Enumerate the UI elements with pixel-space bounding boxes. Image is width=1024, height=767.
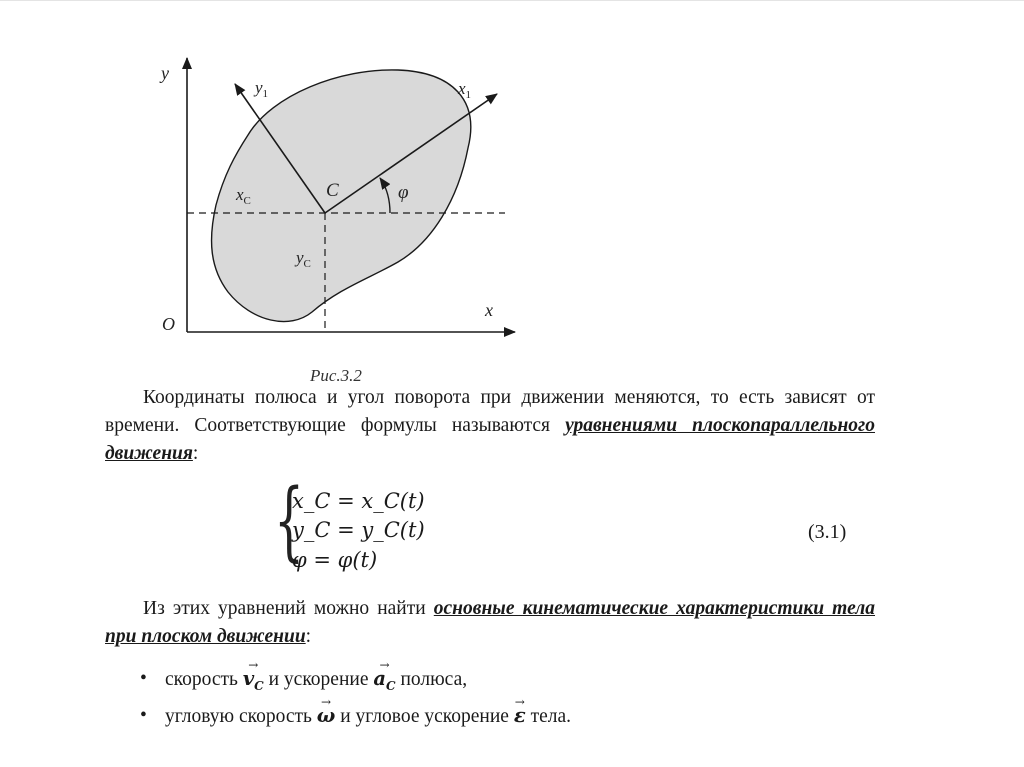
paragraph-tail: : bbox=[192, 443, 199, 464]
list-item bbox=[140, 664, 571, 701]
origin-label: O bbox=[162, 314, 175, 334]
paragraph-characteristics-intro bbox=[105, 595, 875, 651]
velocity-symbol: → $v_C$ bbox=[243, 664, 264, 701]
angle-label: φ bbox=[398, 182, 409, 203]
angular-acceleration-symbol: → ε bbox=[514, 701, 526, 730]
acceleration-symbol: → $a_C$ bbox=[373, 664, 395, 701]
pole-label: C bbox=[326, 180, 339, 201]
paragraph-equations-intro bbox=[105, 384, 875, 468]
bullet: • bbox=[140, 668, 147, 689]
x1-axis-label: $x_1$ bbox=[458, 79, 472, 101]
paragraph-text: Координаты полюса и угол поворота при движении меняются, то есть зависят от времени. Соответствующие формулы называются bbox=[105, 387, 875, 436]
equation-phi: φ = φ(t) bbox=[292, 548, 378, 572]
list-text: полюса, bbox=[400, 669, 468, 690]
x-axis-label: x bbox=[485, 300, 493, 320]
y-axis-label: y bbox=[161, 63, 169, 83]
list-text: тела. bbox=[530, 705, 572, 727]
equation-yc: y_C = y_C(t) bbox=[292, 518, 425, 542]
term-kinematic-characteristics: основные кинематические характеристики тела при плоском движении bbox=[105, 598, 876, 647]
figure-caption: Рис.3.2 bbox=[310, 366, 362, 385]
equation-xc: x_C = x_C(t) bbox=[292, 489, 425, 513]
list-text: и ускорение bbox=[268, 669, 369, 690]
paragraph-text: Из этих уравнений можно найти bbox=[143, 598, 434, 619]
characteristics-list bbox=[140, 664, 571, 731]
equation-number: (3.1) bbox=[808, 521, 847, 543]
list-text: скорость bbox=[165, 669, 238, 690]
list-text: угловую скорость bbox=[165, 705, 312, 727]
term-plane-motion-equations: уравнениями плоскопараллельного движения bbox=[105, 415, 875, 464]
xc-label: $x_C$ bbox=[236, 185, 251, 207]
y1-axis-label: $y_1$ bbox=[255, 78, 269, 100]
list-text: и угловое ускорение bbox=[340, 705, 509, 727]
paragraph-tail: : bbox=[305, 626, 312, 647]
list-item bbox=[140, 701, 571, 731]
angular-velocity-symbol: → ω bbox=[317, 701, 336, 730]
bullet: • bbox=[140, 704, 147, 726]
yc-label: $y_C$ bbox=[296, 248, 311, 270]
brace: { bbox=[274, 471, 305, 571]
